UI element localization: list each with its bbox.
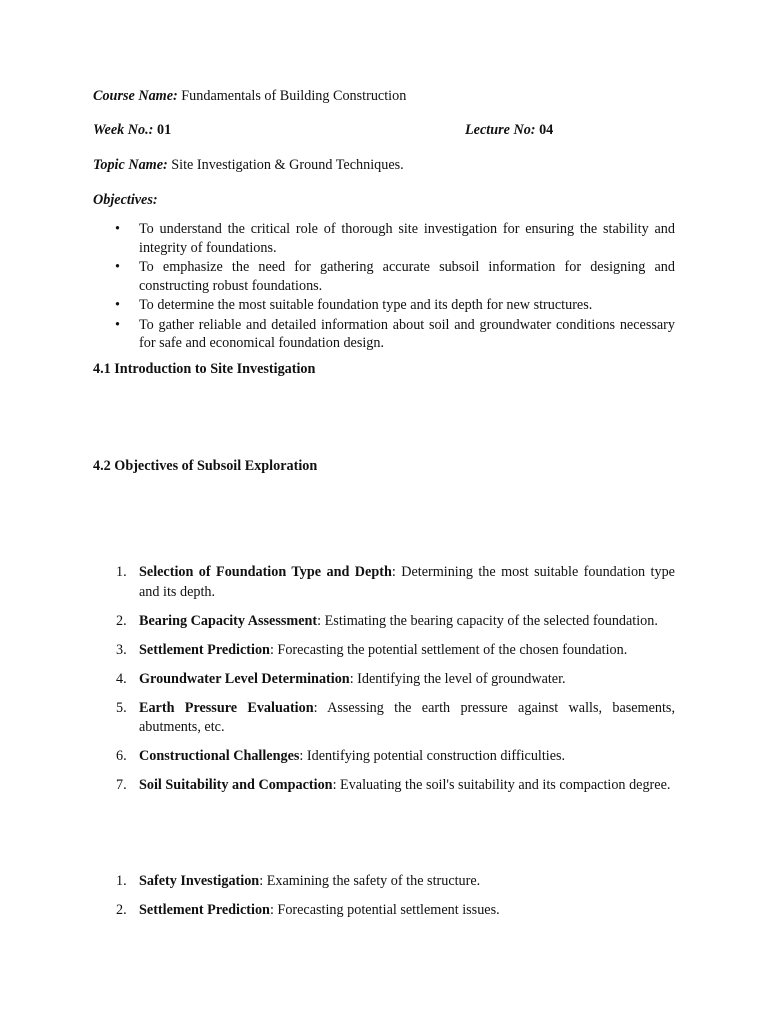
objective-text: To determine the most suitable foundation type and its depth for new structures.: [139, 297, 593, 313]
list-item: [93, 612, 675, 632]
item-term: Soil Suitability and Compaction: [139, 777, 333, 793]
week-number-label: Week No.:: [93, 122, 154, 138]
objective-item: [93, 316, 675, 353]
week-number-value: 01: [156, 122, 172, 138]
bullet-icon: •: [115, 221, 120, 237]
list-item: [93, 872, 675, 892]
objective-item: [93, 220, 675, 257]
list-number: 1.: [116, 873, 127, 889]
item-description: : Estimating the bearing capacity of the selected foundation.: [317, 612, 658, 629]
item-description: : Identifying the level of groundwater.: [349, 670, 566, 687]
item-term: Groundwater Level Determination: [139, 670, 350, 687]
list-item: [93, 641, 675, 661]
topic-name-line: [93, 157, 404, 174]
course-name-line: [93, 88, 406, 105]
item-description: : Determining the most suitable foundation type and its depth.: [139, 564, 675, 600]
bullet-icon: •: [115, 259, 120, 275]
objective-text: To emphasize the need for gathering accurate subsoil information for designing and constructing robust foundations.: [139, 259, 675, 294]
list-item: [93, 699, 675, 738]
list-number: 1.: [116, 564, 127, 580]
objective-text: To understand the critical role of thorough site investigation for ensuring the stability and integrity of foundations.: [139, 221, 675, 256]
lecture-number-value: 04: [539, 122, 554, 138]
item-term: Constructional Challenges: [139, 748, 300, 764]
objective-text: To gather reliable and detailed information about soil and groundwater conditions necessary for safe and economical foundation design.: [139, 316, 675, 351]
item-description: : Forecasting the potential settlement of the chosen foundation.: [269, 641, 628, 658]
item-description: : Identifying potential construction difficulties.: [299, 748, 566, 764]
list-number: 4.: [116, 670, 127, 687]
subsoil-objectives-list: [93, 563, 675, 805]
item-term: Selection of Foundation Type and Depth: [139, 564, 392, 580]
course-name-value: Fundamentals of Building Construction: [181, 88, 407, 104]
topic-name-value: Site Investigation & Ground Techniques.: [171, 157, 404, 173]
list-number: 6.: [116, 748, 127, 764]
item-term: Earth Pressure Evaluation: [139, 699, 314, 716]
list-item: [93, 670, 675, 690]
objective-item: [93, 258, 675, 295]
list-number: 2.: [116, 902, 127, 918]
item-description: : Assessing the earth pressure against walls, basements, abutments, etc.: [139, 699, 675, 735]
list-item: [93, 747, 675, 767]
item-description: : Evaluating the soil's suitability and its compaction degree.: [332, 777, 671, 793]
objectives-list: [93, 220, 675, 354]
topic-name-label: Topic Name:: [93, 157, 168, 173]
lecture-number-label: Lecture No:: [465, 122, 536, 138]
objectives-heading: Objectives:: [93, 192, 158, 208]
item-term: Safety Investigation: [139, 873, 260, 889]
week-number-line: [93, 122, 171, 139]
safety-list: [93, 872, 675, 930]
list-item: [93, 776, 675, 796]
item-description: : Forecasting potential settlement issues.: [269, 902, 500, 918]
item-term: Bearing Capacity Assessment: [139, 612, 318, 629]
lecture-number-line: [465, 122, 553, 139]
item-term: Settlement Prediction: [139, 902, 270, 918]
list-number: 5.: [116, 699, 127, 716]
list-item: [93, 563, 675, 602]
bullet-icon: •: [115, 297, 120, 313]
section-4-1-heading: 4.1 Introduction to Site Investigation: [93, 361, 316, 377]
list-item: [93, 901, 675, 921]
section-4-2-heading: 4.2 Objectives of Subsoil Exploration: [93, 458, 318, 474]
objective-item: [93, 296, 675, 315]
list-number: 3.: [116, 641, 127, 658]
item-term: Settlement Prediction: [139, 641, 270, 658]
list-number: 2.: [116, 612, 127, 629]
item-description: : Examining the safety of the structure.: [259, 873, 481, 889]
bullet-icon: •: [115, 316, 120, 333]
course-name-label: Course Name:: [93, 88, 178, 104]
list-number: 7.: [116, 777, 127, 793]
